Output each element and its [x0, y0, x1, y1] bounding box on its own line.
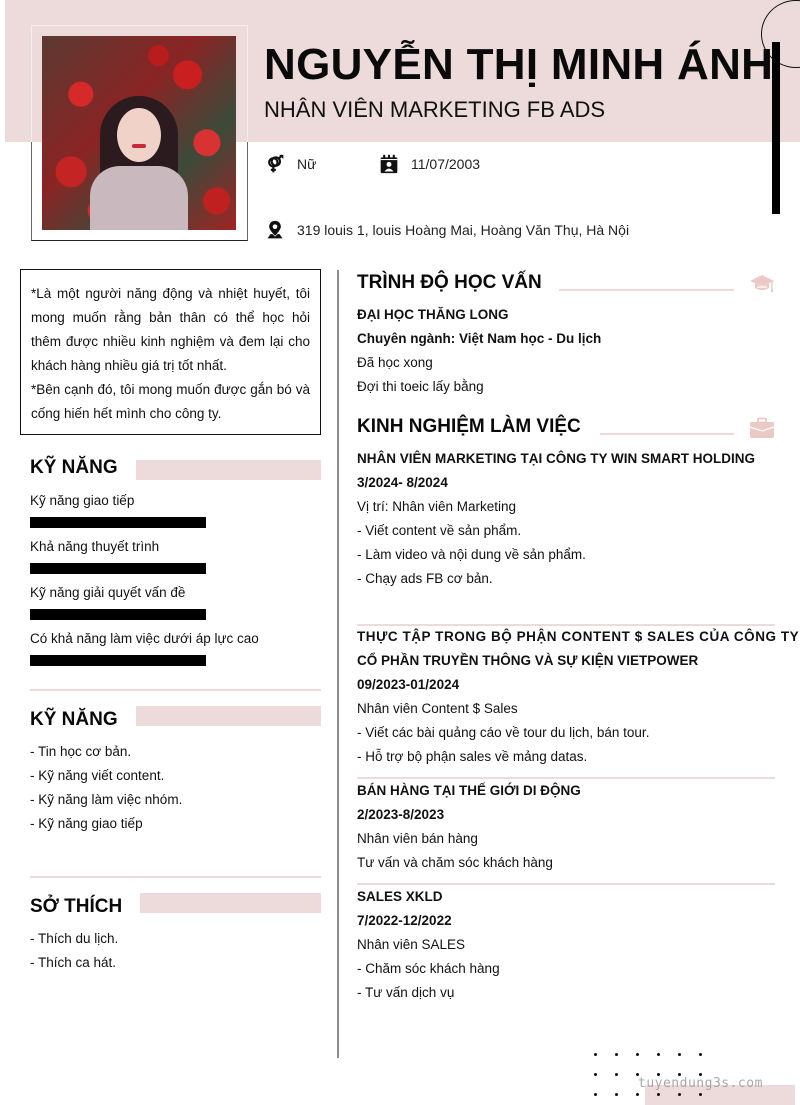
hobbies-heading: SỞ THÍCH: [30, 896, 123, 917]
job-detail: Vị trí: Nhân viên Marketing: [357, 499, 517, 514]
photo-face: [117, 108, 161, 162]
dob-info: [379, 154, 480, 174]
gender-icon: [265, 154, 285, 174]
experience-heading-line: [600, 433, 734, 435]
job-title: SALES XKLD: [357, 889, 443, 904]
address-value: 319 louis 1, louis Hoàng Mai, Hoàng Văn Thụ, Hà Nội: [297, 222, 630, 238]
education-heading: TRÌNH ĐỘ HỌC VẤN: [357, 272, 542, 293]
watermark: tuyendung3s.com: [638, 1076, 763, 1091]
skill-label: Kỹ năng giải quyết vấn đề: [30, 585, 186, 600]
job-title-line-2: CỔ PHẦN TRUYỀN THÔNG VÀ SỰ KIỆN VIETPOWER: [357, 653, 699, 668]
hobby-item: - Thích du lịch.: [30, 931, 119, 946]
job-detail: - Làm video và nội dung về sản phẩm.: [357, 547, 586, 562]
skill-list-item: - Kỹ năng giao tiếp: [30, 816, 143, 831]
job-detail: Nhân viên bán hàng: [357, 831, 478, 846]
experience-heading: KINH NGHIỆM LÀM VIỆC: [357, 416, 581, 437]
skill-list-item: - Kỹ năng viết content.: [30, 768, 165, 783]
section-rule: [30, 689, 321, 691]
about-paragraph-1: *Là một người năng động và nhiệt huyết, tôi mong muốn rằng bản thân có thể học hỏi thêm được nhiều kinh nghiệm và đem lại cho khách hàng nhiều giá trị tốt nhất.: [31, 286, 310, 373]
hobbies-heading-bar: [140, 893, 321, 913]
job-detail: - Chạy ads FB cơ bản.: [357, 571, 493, 586]
gender-value: Nữ: [297, 156, 317, 172]
calendar-user-icon: [379, 154, 399, 174]
job-period: 2/2023-8/2023: [357, 807, 445, 822]
education-line: Đã học xong: [357, 355, 433, 370]
job-detail: - Viết các bài quảng cáo về tour du lịch, bán tour.: [357, 725, 650, 740]
skills-list-heading: KỸ NĂNG: [30, 709, 118, 730]
major: Chuyên ngành: Việt Nam học - Du lịch: [357, 331, 602, 346]
skill-label: Khả năng thuyết trình: [30, 539, 160, 554]
job-divider: [357, 777, 775, 779]
skills-list-heading-bar: [136, 706, 321, 726]
education-heading-line: [559, 289, 734, 291]
skills-heading: KỸ NĂNG: [30, 457, 118, 478]
job-title-line-1: THỰC TẬP TRONG BỘ PHẬN CONTENT $ SALES CỦA CÔNG TY: [357, 629, 800, 644]
job-title: NHÂN VIÊN MARKETING FB ADS: [264, 97, 606, 122]
address-info: [265, 220, 629, 240]
job-detail: - Viết content về sản phẩm.: [357, 523, 522, 538]
column-divider: [337, 270, 339, 1058]
skill-bar: [30, 563, 206, 574]
job-title: BÁN HÀNG TẠI THẾ GIỚI DI ĐỘNG: [357, 783, 581, 798]
job-detail: - Chăm sóc khách hàng: [357, 961, 500, 976]
about-box: [20, 269, 321, 435]
skill-bar: [30, 655, 206, 666]
gender-info: [265, 154, 316, 174]
job-divider: [357, 883, 775, 885]
candidate-name: NGUYỄN THỊ MINH ÁNH: [264, 40, 774, 89]
hobby-item: - Thích ca hát.: [30, 955, 117, 970]
skill-list-item: - Kỹ năng làm việc nhóm.: [30, 792, 183, 807]
job-detail: Nhân viên SALES: [357, 937, 466, 952]
profile-photo: [42, 36, 236, 230]
briefcase-icon: [749, 417, 775, 439]
about-paragraph-2: *Bên cạnh đó, tôi mong muốn được gắn bó và cống hiến hết mình cho công ty.: [31, 382, 310, 421]
graduation-cap-icon: [749, 273, 775, 295]
job-period: 3/2024- 8/2024: [357, 475, 448, 490]
skill-bar: [30, 517, 206, 528]
skill-list-item: - Tin học cơ bản.: [30, 744, 132, 759]
job-title: NHÂN VIÊN MARKETING TẠI CÔNG TY WIN SMART HOLDING: [357, 451, 755, 466]
job-detail: Tư vấn và chăm sóc khách hàng: [357, 855, 553, 870]
map-pin-icon: [265, 220, 285, 240]
job-divider: [357, 624, 775, 626]
job-period: 7/2022-12/2022: [357, 913, 452, 928]
job-detail: Nhân viên Content $ Sales: [357, 701, 518, 716]
job-period: 09/2023-01/2024: [357, 677, 460, 692]
skill-bar: [30, 609, 206, 620]
skill-label: Có khả năng làm việc dưới áp lực cao: [30, 631, 259, 646]
skill-label: Kỹ năng giao tiếp: [30, 493, 135, 508]
school-name: ĐẠI HỌC THĂNG LONG: [357, 307, 509, 322]
skills-heading-bar: [136, 460, 321, 480]
job-detail: - Hỗ trợ bộ phận sales về mảng datas.: [357, 749, 588, 764]
photo-body: [90, 166, 188, 230]
section-rule: [30, 876, 321, 878]
photo-lips: [132, 144, 146, 148]
education-line: Đợi thi toeic lấy bằng: [357, 379, 484, 394]
dob-value: 11/07/2003: [411, 156, 481, 172]
job-detail: - Tư vấn dịch vụ: [357, 985, 455, 1000]
